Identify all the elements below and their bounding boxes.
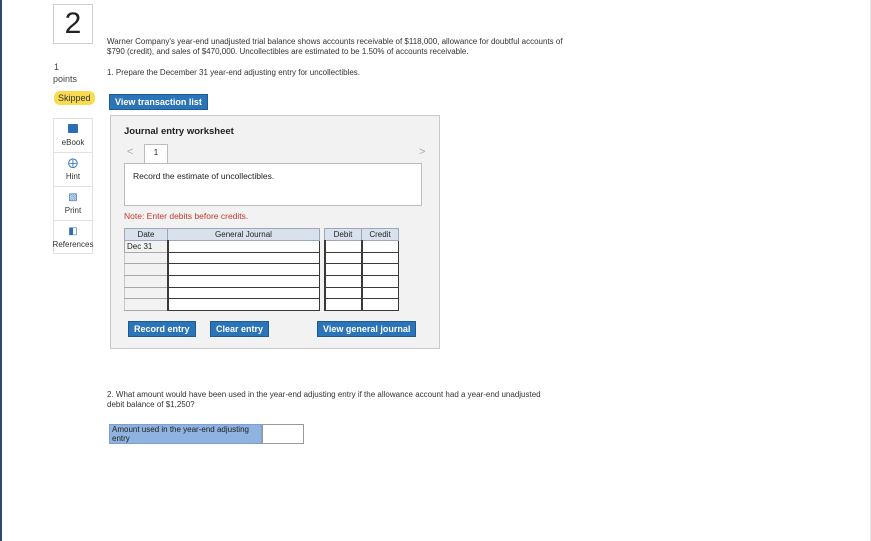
worksheet-instruction: Record the estimate of uncollectibles. xyxy=(124,163,422,206)
references-tool[interactable] xyxy=(53,220,93,254)
chevron-right-icon[interactable]: > xyxy=(419,146,426,158)
points-value: 1 xyxy=(54,62,60,72)
date-cell xyxy=(125,264,168,276)
account-input[interactable] xyxy=(168,264,320,276)
record-entry-button[interactable]: Record entry xyxy=(128,321,196,337)
hint-label: Hint xyxy=(65,172,81,181)
credit-input[interactable] xyxy=(362,241,399,253)
table-row xyxy=(125,287,399,299)
part2-prompt: 2. What amount would have been used in the year-end adjusting entry if the allowance account had a year-end unadjusted debit balance of $1,250? xyxy=(107,390,541,409)
references-label: References xyxy=(52,239,94,249)
table-row xyxy=(125,241,399,253)
view-transaction-list-button[interactable]: View transaction list xyxy=(109,94,208,110)
left-edge-bar xyxy=(0,0,2,541)
table-row xyxy=(125,276,399,288)
date-cell xyxy=(125,287,168,299)
ebook-label: eBook xyxy=(61,138,85,147)
amount-input[interactable] xyxy=(262,424,304,444)
date-cell xyxy=(125,276,168,288)
table-row xyxy=(125,264,399,276)
chevron-left-icon[interactable]: < xyxy=(127,146,134,158)
debit-input[interactable] xyxy=(325,287,362,299)
debit-input[interactable] xyxy=(325,241,362,253)
date-cell: Dec 31 xyxy=(125,241,168,253)
column-header-date: Date xyxy=(125,229,168,241)
worksheet-title: Journal entry worksheet xyxy=(124,126,234,137)
column-header-debit: Debit xyxy=(325,229,362,241)
journal-table xyxy=(124,228,399,311)
column-header-credit: Credit xyxy=(362,229,399,241)
column-header-general-journal: General Journal xyxy=(168,229,320,241)
points-label: points xyxy=(53,74,78,84)
view-general-journal-button[interactable]: View general journal xyxy=(317,321,416,337)
account-input[interactable] xyxy=(168,241,320,253)
part1-prompt: 1. Prepare the December 31 year-end adjusting entry for uncollectibles. xyxy=(107,68,361,77)
book-icon xyxy=(68,124,78,136)
clear-entry-button[interactable]: Clear entry xyxy=(210,321,269,337)
credit-input[interactable] xyxy=(362,287,399,299)
credit-input[interactable] xyxy=(362,264,399,276)
hint-icon: ⨁ xyxy=(68,158,78,169)
credit-input[interactable] xyxy=(362,299,399,311)
debit-input[interactable] xyxy=(325,299,362,311)
hint-tool[interactable] xyxy=(53,152,93,186)
table-row xyxy=(125,299,399,311)
debit-input[interactable] xyxy=(325,264,362,276)
account-input[interactable] xyxy=(168,276,320,288)
debit-input[interactable] xyxy=(325,252,362,264)
sidebar-tools xyxy=(53,118,93,254)
amount-label: Amount used in the year-end adjusting entry xyxy=(109,424,262,444)
references-icon: ◧ xyxy=(68,225,78,237)
debit-input[interactable] xyxy=(325,276,362,288)
status-badge: Skipped xyxy=(54,91,95,105)
credit-input[interactable] xyxy=(362,252,399,264)
printer-icon: ▧ xyxy=(68,192,78,203)
print-label: Print xyxy=(64,206,82,215)
account-input[interactable] xyxy=(168,252,320,264)
date-cell xyxy=(125,252,168,264)
account-input[interactable] xyxy=(168,287,320,299)
print-tool[interactable] xyxy=(53,186,93,220)
question-number: 2 xyxy=(53,4,93,44)
worksheet-tab-1[interactable]: 1 xyxy=(144,144,168,164)
credit-input[interactable] xyxy=(362,276,399,288)
question-text: Warner Company's year-end unadjusted trial balance shows accounts receivable of $118,000, allowance for doubtful accounts of $790 (credit), and sales of $470,000. Uncollectibles are estimated to be 1.50% of accounts receivable. xyxy=(107,37,563,56)
ebook-tool[interactable] xyxy=(53,118,93,152)
account-input[interactable] xyxy=(168,299,320,311)
date-cell xyxy=(125,299,168,311)
table-row xyxy=(125,252,399,264)
debit-credit-note: Note: Enter debits before credits. xyxy=(124,211,249,221)
journal-entry-worksheet xyxy=(110,115,440,349)
